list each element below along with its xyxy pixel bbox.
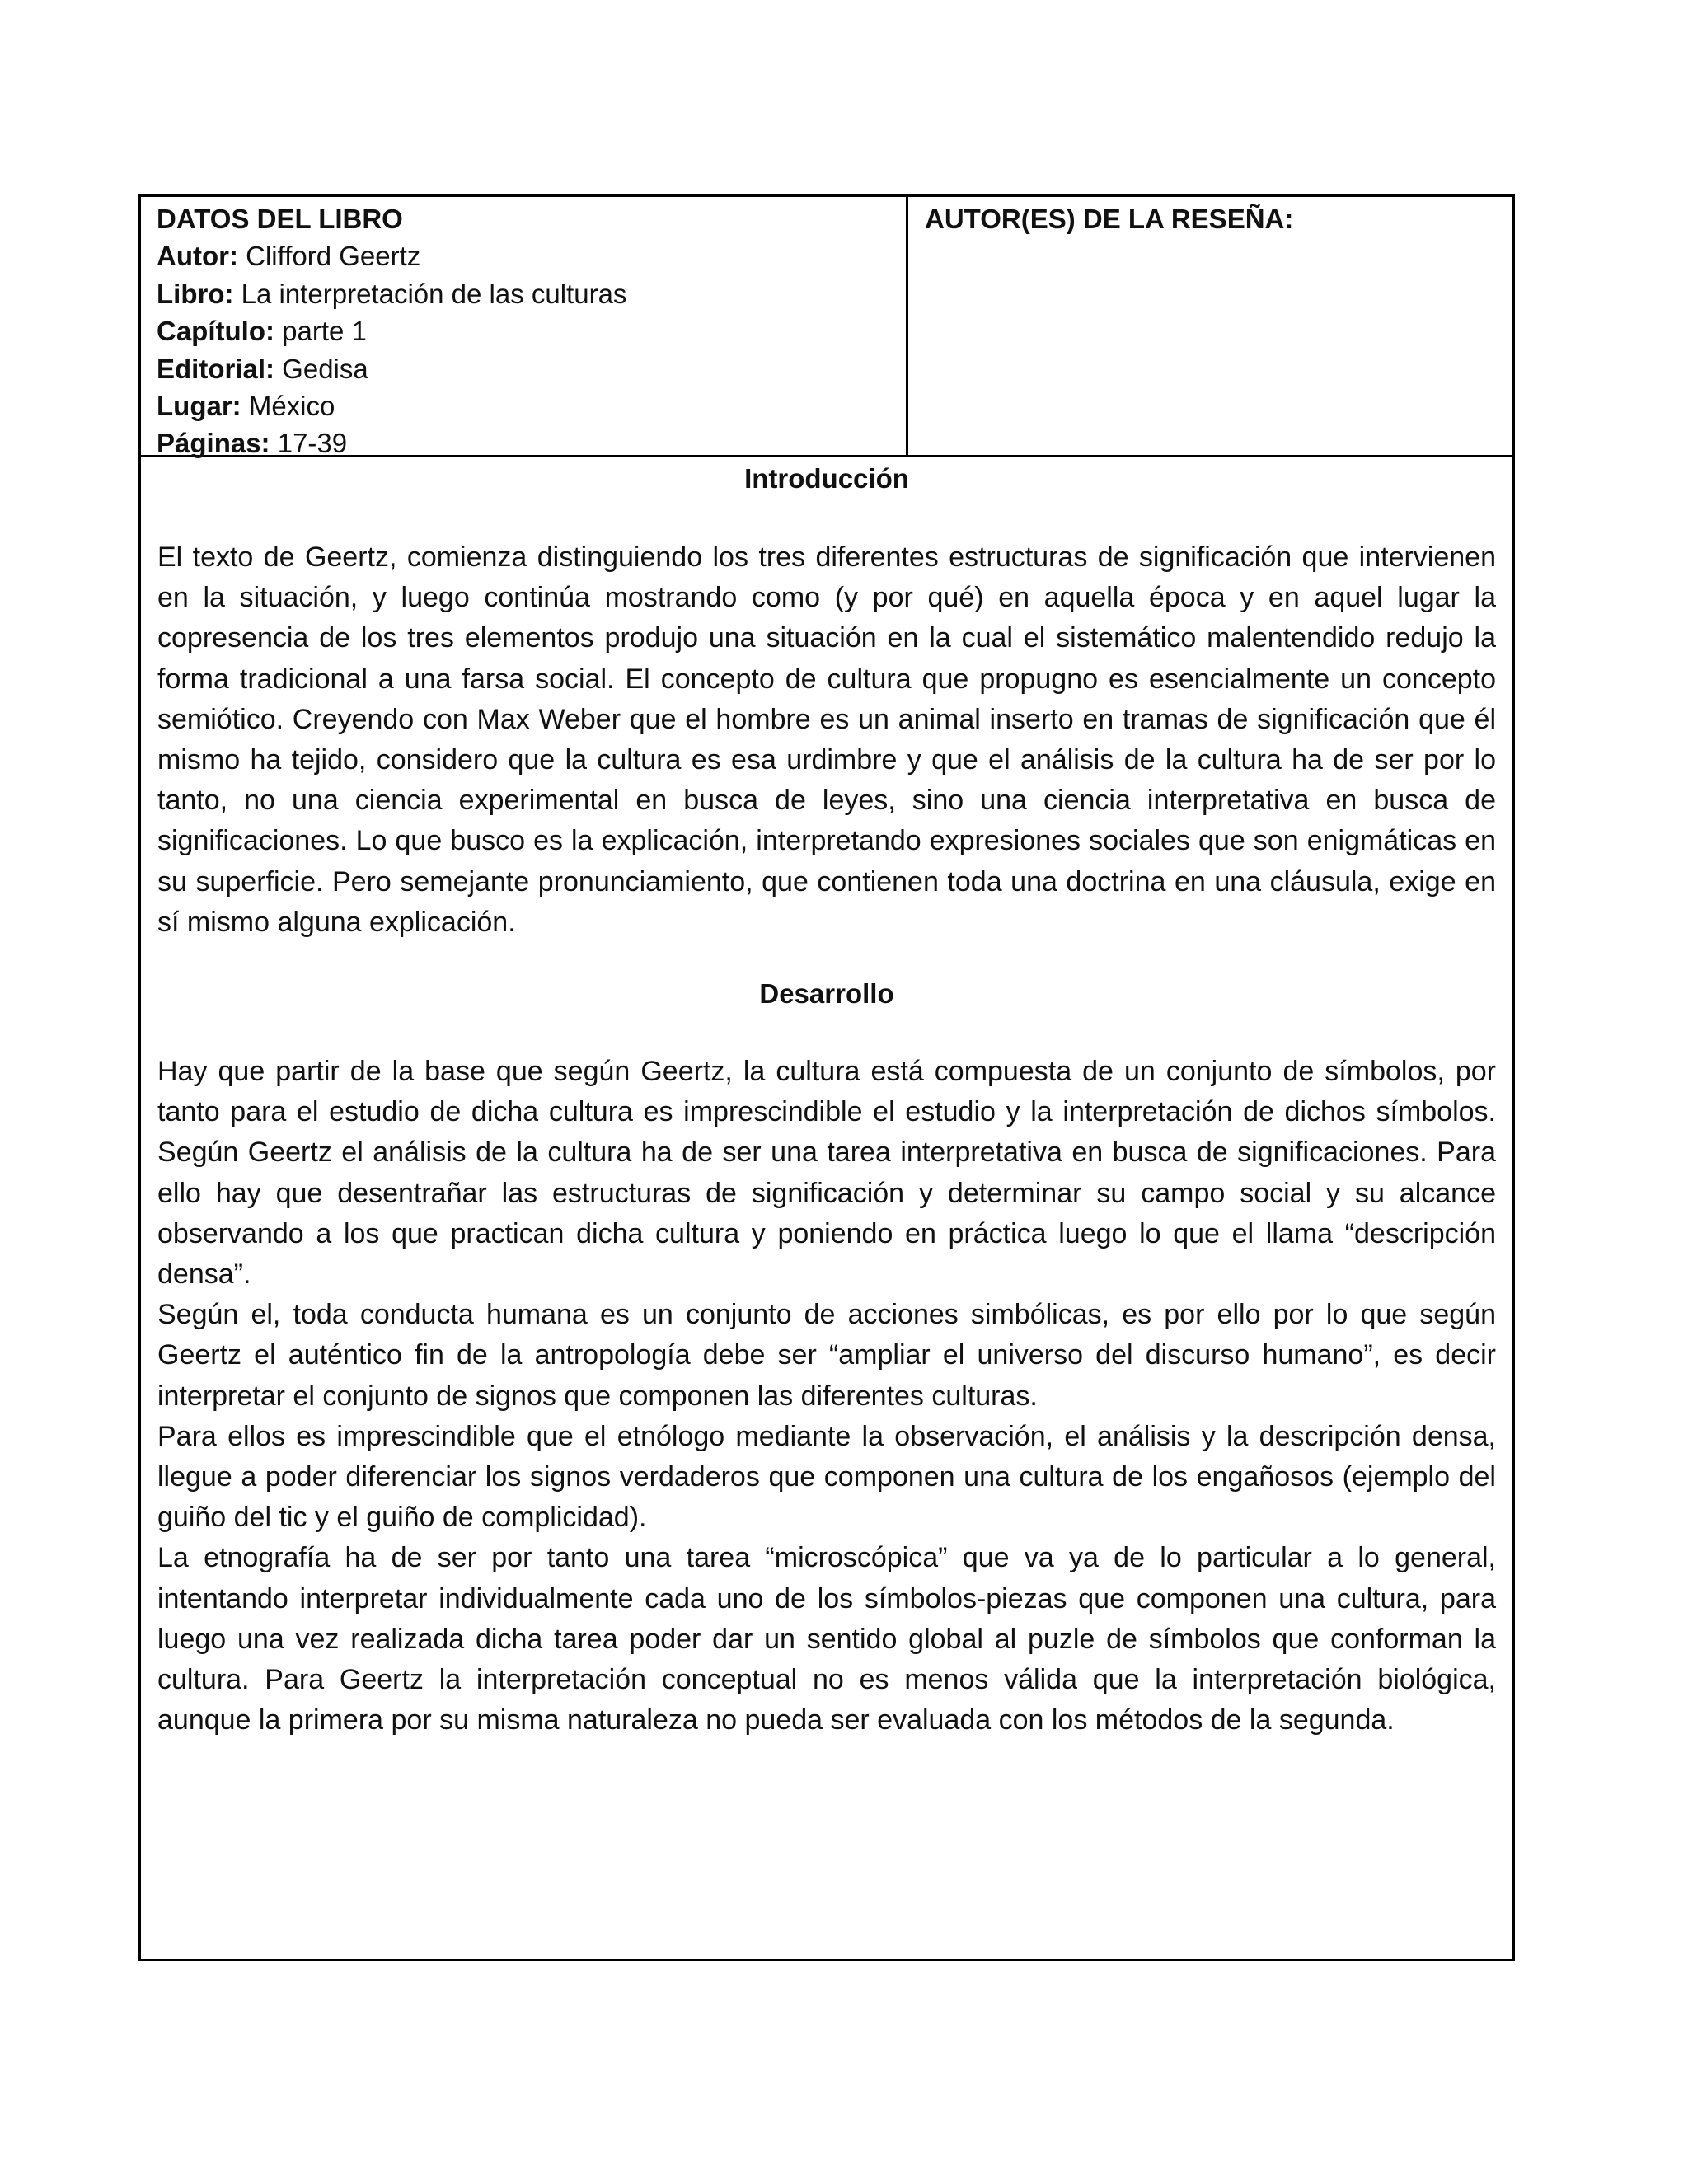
publisher-label: Editorial: <box>157 353 275 384</box>
place-field <box>157 387 906 424</box>
author-label: Autor: <box>157 241 238 272</box>
development-title: Desarrollo <box>759 978 894 1010</box>
development-paragraph-4: La etnografía ha de ser por tanto una tarea “microscópica” que va ya de lo particular a lo general, intentando interpretar individualmente cada uno de los símbolos-piezas que componen una cultura, para luego una vez realizada dicha tarea poder dar un sentido global al puzle de símbolos que conforman la cultura. Para Geertz la interpretación conceptual no es menos válida que la interpretación biológica, aunque la primera por su misma naturaleza no pueda ser evaluada con los métodos de la segunda. <box>157 1542 1496 1736</box>
book-field <box>157 275 906 312</box>
book-data-heading: DATOS DEL LIBRO <box>157 204 403 234</box>
review-body <box>141 457 1512 1741</box>
book-label: Libro: <box>157 278 234 309</box>
author-value: Clifford Geertz <box>237 241 421 272</box>
chapter-label: Capítulo: <box>157 316 274 347</box>
reviewer-cell <box>908 197 1512 455</box>
place-label: Lugar: <box>157 391 241 422</box>
publisher-field <box>157 350 906 387</box>
development-paragraph-2: Según el, toda conducta humana es un conjunto de acciones simbólicas, es por ello por lo que según Geertz el auténtico fin de la antropología debe ser “ampliar el universo del discurso humano”, es decir interpretar el conjunto de signos que componen las diferentes culturas. <box>157 1299 1496 1412</box>
pages-label: Páginas: <box>157 428 270 459</box>
author-field <box>157 237 906 274</box>
review-table <box>138 194 1515 1961</box>
header-row <box>141 197 1512 457</box>
place-value: México <box>241 391 335 422</box>
book-value: La interpretación de las culturas <box>233 278 627 309</box>
publisher-value: Gedisa <box>274 353 368 384</box>
reviewer-heading: AUTOR(ES) DE LA RESEÑA: <box>925 204 1294 234</box>
pages-value: 17-39 <box>270 428 348 459</box>
development-paragraph-1: Hay que partir de la base que según Geertz, la cultura está compuesta de un conjunto de símbolos, por tanto para el estudio de dicha cultura es imprescindible el estudio y la interpretación de dichos símbolos. Según Geertz el análisis de la cultura ha de ser una tarea interpretativa en busca de significaciones. Para ello hay que desentrañar las estructuras de significación y determinar su campo social y su alcance observando a los que practican dicha cultura y poniendo en práctica luego lo que el llama “descripción densa”. <box>157 1056 1496 1291</box>
chapter-field <box>157 312 906 349</box>
introduction-title: Introducción <box>744 463 909 494</box>
development-paragraph-3: Para ellos es imprescindible que el etnólogo mediante la observación, el análisis y la descripción densa, llegue a poder diferenciar los signos verdaderos que componen una cultura de los engañosos (ejemplo del guiño del tic y el guiño de complicidad). <box>157 1420 1496 1534</box>
introduction-paragraph: El texto de Geertz, comienza distinguiendo los tres diferentes estructuras de significación que intervienen en la situación, y luego continúa mostrando como (y por qué) en aquella época y en aquel lugar la copresencia de los tres elementos produjo una situación en la cual el sistemático malentendido redujo la forma tradicional a una farsa social. El concepto de cultura que propugno es esencialmente un concepto semiótico. Creyendo con Max Weber que el hombre es un animal inserto en tramas de significación que él mismo ha tejido, considero que la cultura es esa urdimbre y que el análisis de la cultura ha de ser por lo tanto, no una ciencia experimental en busca de leyes, sino una ciencia interpretativa en busca de significaciones. Lo que busco es la explicación, interpretando expresiones sociales que son enigmáticas en su superficie. Pero semejante pronunciamiento, que contienen toda una doctrina en una cláusula, exige en sí mismo alguna explicación. <box>157 541 1496 938</box>
book-data-cell <box>141 197 908 459</box>
chapter-value: parte 1 <box>274 316 367 347</box>
